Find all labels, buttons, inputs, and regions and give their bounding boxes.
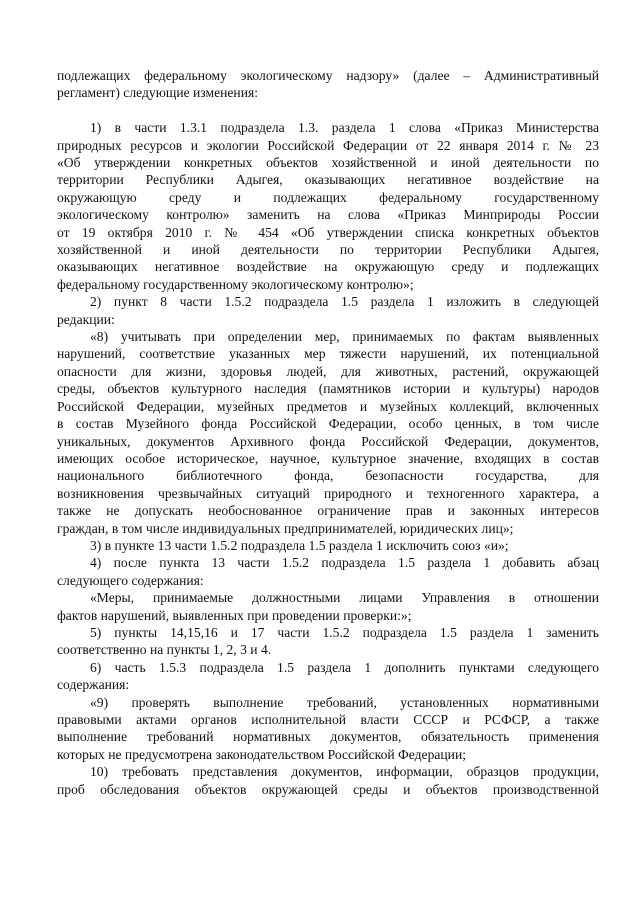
text-line: уникальных, документов Архивного фонда Российской Федерации, документов, (57, 433, 599, 449)
text-line: проб обследования объектов окружающей среды и объектов производственной (57, 781, 599, 797)
text-line: национального библиотечного фонда, безопасности государства, для (57, 468, 599, 484)
text-line: редакции: (57, 311, 115, 327)
text-line: граждан, в том числе индивидуальных предпринимателей, юридических лиц»; (57, 520, 514, 536)
text-line: окружающую среду и подлежащих федеральному государственному (57, 189, 599, 205)
text-line: природных ресурсов и экологии Российской Федерации от 22 января 2014 г. № 23 (57, 137, 599, 153)
text-line: «9) проверять выполнение требований, установленных нормативными (90, 694, 599, 710)
text-line: соответственно на пункты 1, 2, 3 и 4. (57, 642, 272, 658)
text-line: 6) часть 1.5.3 подраздела 1.5 раздела 1 дополнить пунктами следующего (90, 659, 599, 675)
text-line: «8) учитывать при определении мер, принимаемых по фактам выявленных (90, 329, 599, 345)
text-line: оказывающих негативное воздействие на окружающую среду и подлежащих (57, 259, 599, 275)
text-line: 10) требовать представления документов, информации, образцов продукции, (90, 764, 599, 780)
text-line: выполнение требований нормативных документов, обязательность применения (57, 729, 599, 745)
text-line: 5) пункты 14,15,16 и 17 части 1.5.2 подраздела 1.5 раздела 1 заменить (90, 624, 599, 640)
text-line: 3) в пункте 13 части 1.5.2 подраздела 1.5 раздела 1 исключить союз «и»; (90, 537, 509, 553)
text-line: возникновения чрезвычайных ситуаций природного и техногенного характера, а (57, 485, 599, 501)
document-body (57, 67, 599, 798)
text-line: Российской Федерации, музейных предметов и музейных коллекций, включенных (57, 398, 599, 414)
text-line: «Об утверждении конкретных объектов хозяйственной и иной деятельности по (57, 155, 599, 171)
text-line: опасности для жизни, здоровья людей, для животных, растений, окружающей (57, 363, 599, 379)
paragraph-gap (57, 102, 599, 119)
text-line: регламент) следующие изменения: (57, 85, 258, 101)
text-line: федеральному государственному экологическому контролю»; (57, 276, 414, 292)
text-line: от 19 октября 2010 г. № 454 «Об утверждении списка конкретных объектов (57, 224, 599, 240)
text-line: экологическому контролю» заменить на слова «Приказ Минприроды России (57, 207, 599, 223)
text-line: хозяйственной и иной деятельности по территории Республики Адыгея, (57, 242, 599, 258)
text-line: «Меры, принимаемые должностными лицами Управления в отношении (90, 590, 599, 606)
text-line: подлежащих федеральному экологическому надзору» (далее – Административный (57, 68, 599, 83)
text-line: содержания: (57, 677, 130, 693)
text-line: которых не предусмотрена законодательством Российской Федерации; (57, 746, 467, 762)
text-line: 1) в части 1.3.1 подраздела 1.3. раздела 1 слова «Приказ Министерства (90, 120, 599, 136)
text-line: территории Республики Адыгея, оказывающих негативное воздействие на (57, 172, 599, 188)
text-line: следующего содержания: (57, 572, 204, 588)
text-line: нарушений, соответствие указанных мер тяжести нарушений, их потенциальной (57, 346, 599, 362)
text-line: 4) после пункта 13 части 1.5.2 подраздела 1.5 раздела 1 добавить абзац (90, 555, 599, 571)
text-line: имеющих особое историческое, научное, культурное значение, входящих в состав (57, 450, 599, 466)
text-line: фактов нарушений, выявленных при проведении проверки:»; (57, 607, 412, 623)
text-line: в состав Музейного фонда Российской Федерации, особо ценных, в том числе (57, 416, 599, 432)
text-line: правовыми актами органов исполнительной власти СССР и РСФСР, а также (57, 712, 599, 728)
text-line: среды, объектов культурного наследия (памятников истории и культуры) народов (57, 381, 599, 397)
text-line: также не допускать необоснованное ограничение прав и законных интересов (57, 503, 599, 519)
text-line: 2) пункт 8 части 1.5.2 подраздела 1.5 раздела 1 изложить в следующей (90, 294, 599, 310)
